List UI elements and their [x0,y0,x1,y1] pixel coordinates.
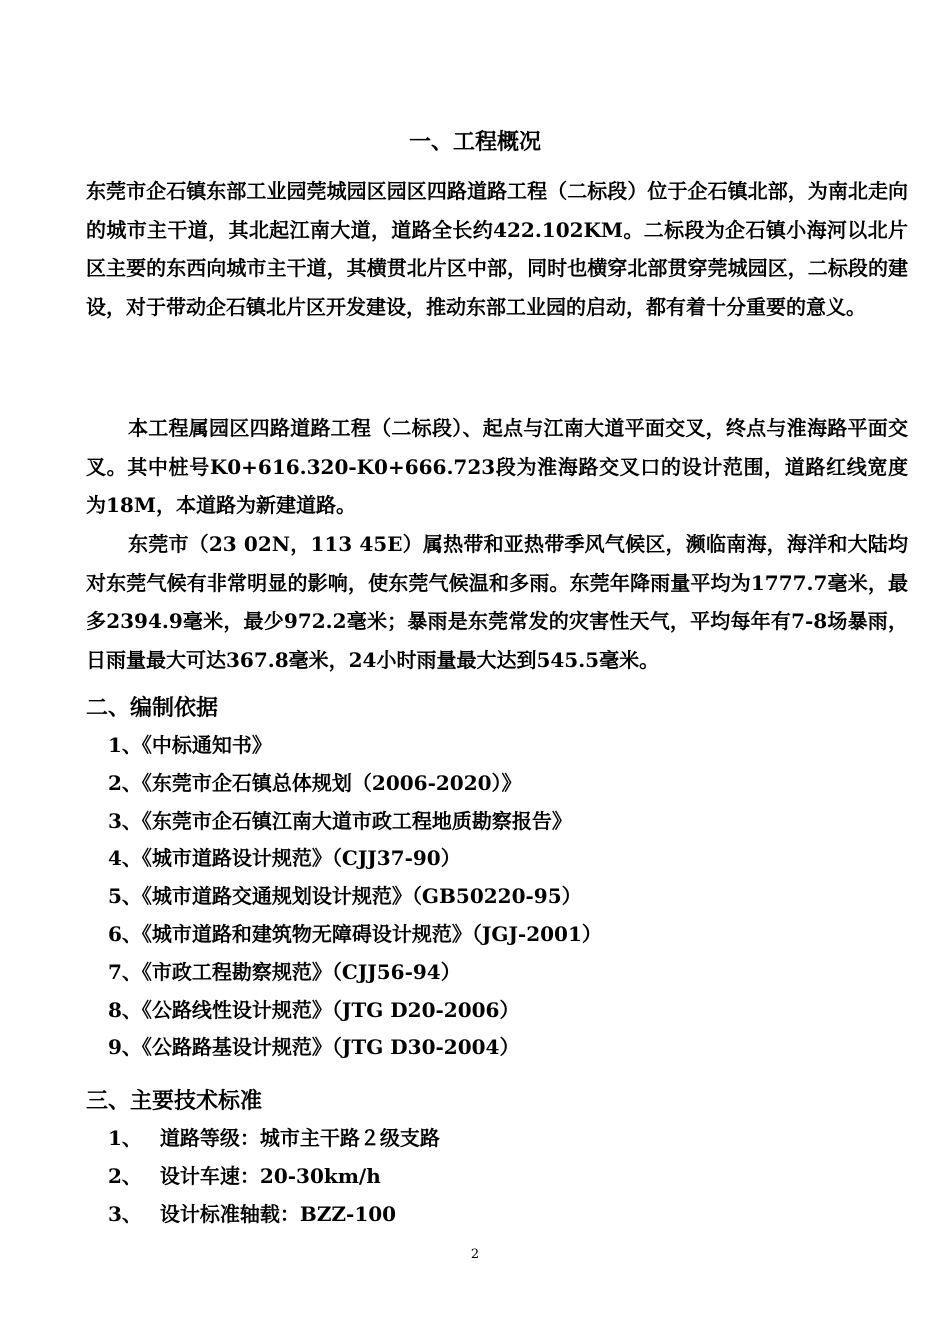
list-item: 3、《东莞市企石镇江南大道市政工程地质勘察报告》 [108,808,572,833]
list-item-text: 设计标准轴载：BZZ-100 [159,1201,397,1226]
paragraph-project-location: 东莞市企石镇东部工业园莞城园区园区四路道路工程（二标段）位于企石镇北部，为南北走向的城市主干道，其北起江南大道，道路全长约422.102KM。二标段为企石镇小海河以北片区主要的东西向城市主干道，其横贯北片区中部，同时也横穿北部贯穿莞城园区，二标段的建设，对于带动企石镇北片区开发建设，推动东部工业园的启动，都有着十分重要的意义。 [86,179,908,319]
list-item-number: 1、 [108,1126,142,1150]
list-item-number: 2、 [108,1163,142,1188]
section-title-project-overview: 一、工程概况 [408,129,541,155]
list-item [108,1120,440,1158]
list-item: 6、《城市道路和建筑物无障碍设计规范》（JGJ-2001） [108,921,602,946]
section-heading-basis: 二、编制依据 [86,695,219,721]
list-item-number: 3、 [108,1201,142,1226]
list-item-text: 设计车速：20-30km/h [159,1163,381,1188]
list-item [108,1196,440,1234]
list-item: 9、《公路路基设计规范》（JTG D30-2004） [108,1035,520,1060]
page-number: 2 [470,1247,480,1262]
paragraph-project-scope: 本工程属园区四路道路工程（二标段）、起点与江南大道平面交叉，终点与淮海路平面交叉。其中桩号K0+616.320-K0+666.723段为淮海路交叉口的设计范围，道路红线宽度为18M，本道路为新建道路。 [86,416,908,517]
list-item: 4、《城市道路设计规范》（CJJ37-90） [108,846,461,871]
basis-list [108,727,602,1067]
list-item: 8、《公路线性设计规范》（JTG D20-2006） [108,997,520,1022]
list-item: 1、《中标通知书》 [108,733,272,757]
list-item: 5、《城市道路交通规划设计规范》（GB50220-95） [108,884,582,909]
list-item [108,1158,440,1196]
paragraph-climate: 东莞市（23 02N，113 45E）属热带和亚热带季风气候区，濒临南海，海洋和大陆均对东莞气候有非常明显的影响，使东莞气候温和多雨。东莞年降雨量平均为1777.7毫米，最多2394.9毫米，最少972.2毫米；暴雨是东莞常发的灾害性天气，平均每年有7-8场暴雨，日雨量最大可达367.8毫米，24小时雨量最大达到545.5毫米。 [86,532,908,672]
list-item: 7、《市政工程勘察规范》（CJJ56-94） [108,959,461,984]
section-heading-tech-standards: 三、主要技术标准 [86,1088,263,1114]
list-item-text: 道路等级：城市主干路２级支路 [159,1126,440,1150]
list-item: 2、《东莞市企石镇总体规划（2006-2020）》 [108,770,522,795]
tech-standards-list [108,1120,440,1233]
